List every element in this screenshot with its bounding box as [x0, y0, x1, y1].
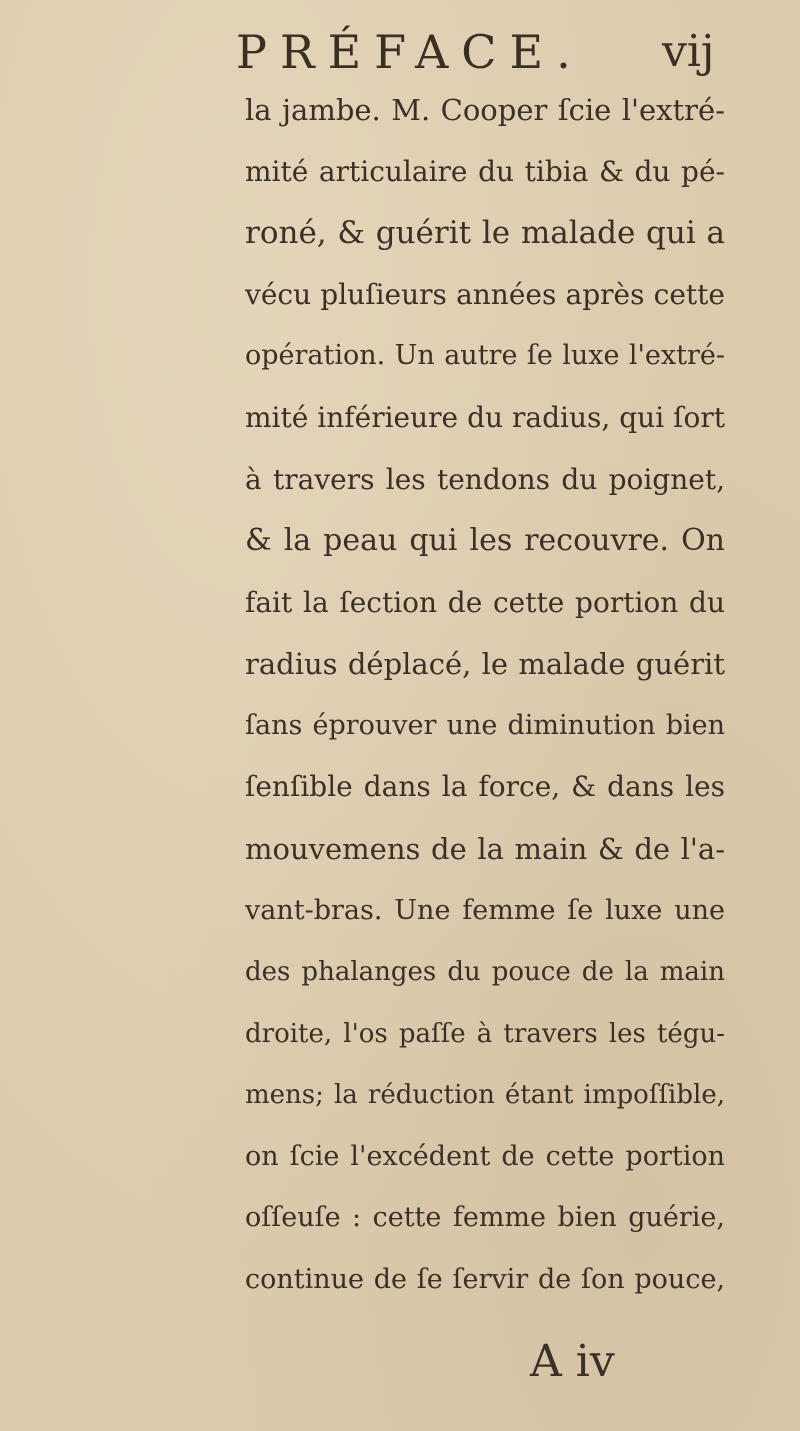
- text-line: vécu pluſieurs années après cette: [245, 278, 725, 311]
- text-line: opération. Un autre ſe luxe l'extré-: [245, 340, 725, 371]
- text-line: mens; la réduction étant impoſſible,: [245, 1080, 725, 1110]
- text-line: mité inférieure du radius, qui ſort: [245, 401, 725, 434]
- page-number: vij: [662, 26, 715, 77]
- text-line: à travers les tendons du poignet,: [245, 463, 725, 496]
- text-line: des phalanges du pouce de la main: [245, 957, 725, 987]
- signature-mark: A iv: [530, 1336, 615, 1387]
- text-line: oſſeuſe : cette femme bien guérie,: [245, 1202, 725, 1233]
- running-head-title: PRÉFACE.: [236, 25, 584, 79]
- text-line: on ſcie l'excédent de cette portion: [245, 1141, 725, 1172]
- running-head: [0, 14, 800, 84]
- text-line: mité articulaire du tibia & du pé-: [245, 155, 725, 188]
- text-line: mouvemens de la main & de l'a-: [245, 832, 725, 866]
- text-line: continue de ſe ſervir de ſon pouce,: [245, 1264, 725, 1295]
- text-line: vant-bras. Une femme ſe luxe une: [245, 895, 725, 926]
- text-line: la jambe. M. Cooper ſcie l'extré-: [245, 93, 725, 127]
- text-line: & la peau qui les recouvre. On: [245, 523, 725, 558]
- text-line: radius déplacé, le malade guérit: [245, 647, 725, 681]
- text-line: roné, & guérit le malade qui a: [245, 215, 725, 251]
- text-line: fait la ſection de cette portion du: [245, 586, 725, 619]
- text-line: ſans éprouver une diminution bien: [245, 710, 725, 741]
- text-line: ſenſible dans la force, & dans les: [245, 770, 725, 803]
- text-line: droite, l'os paſſe à travers les tégu-: [245, 1019, 725, 1049]
